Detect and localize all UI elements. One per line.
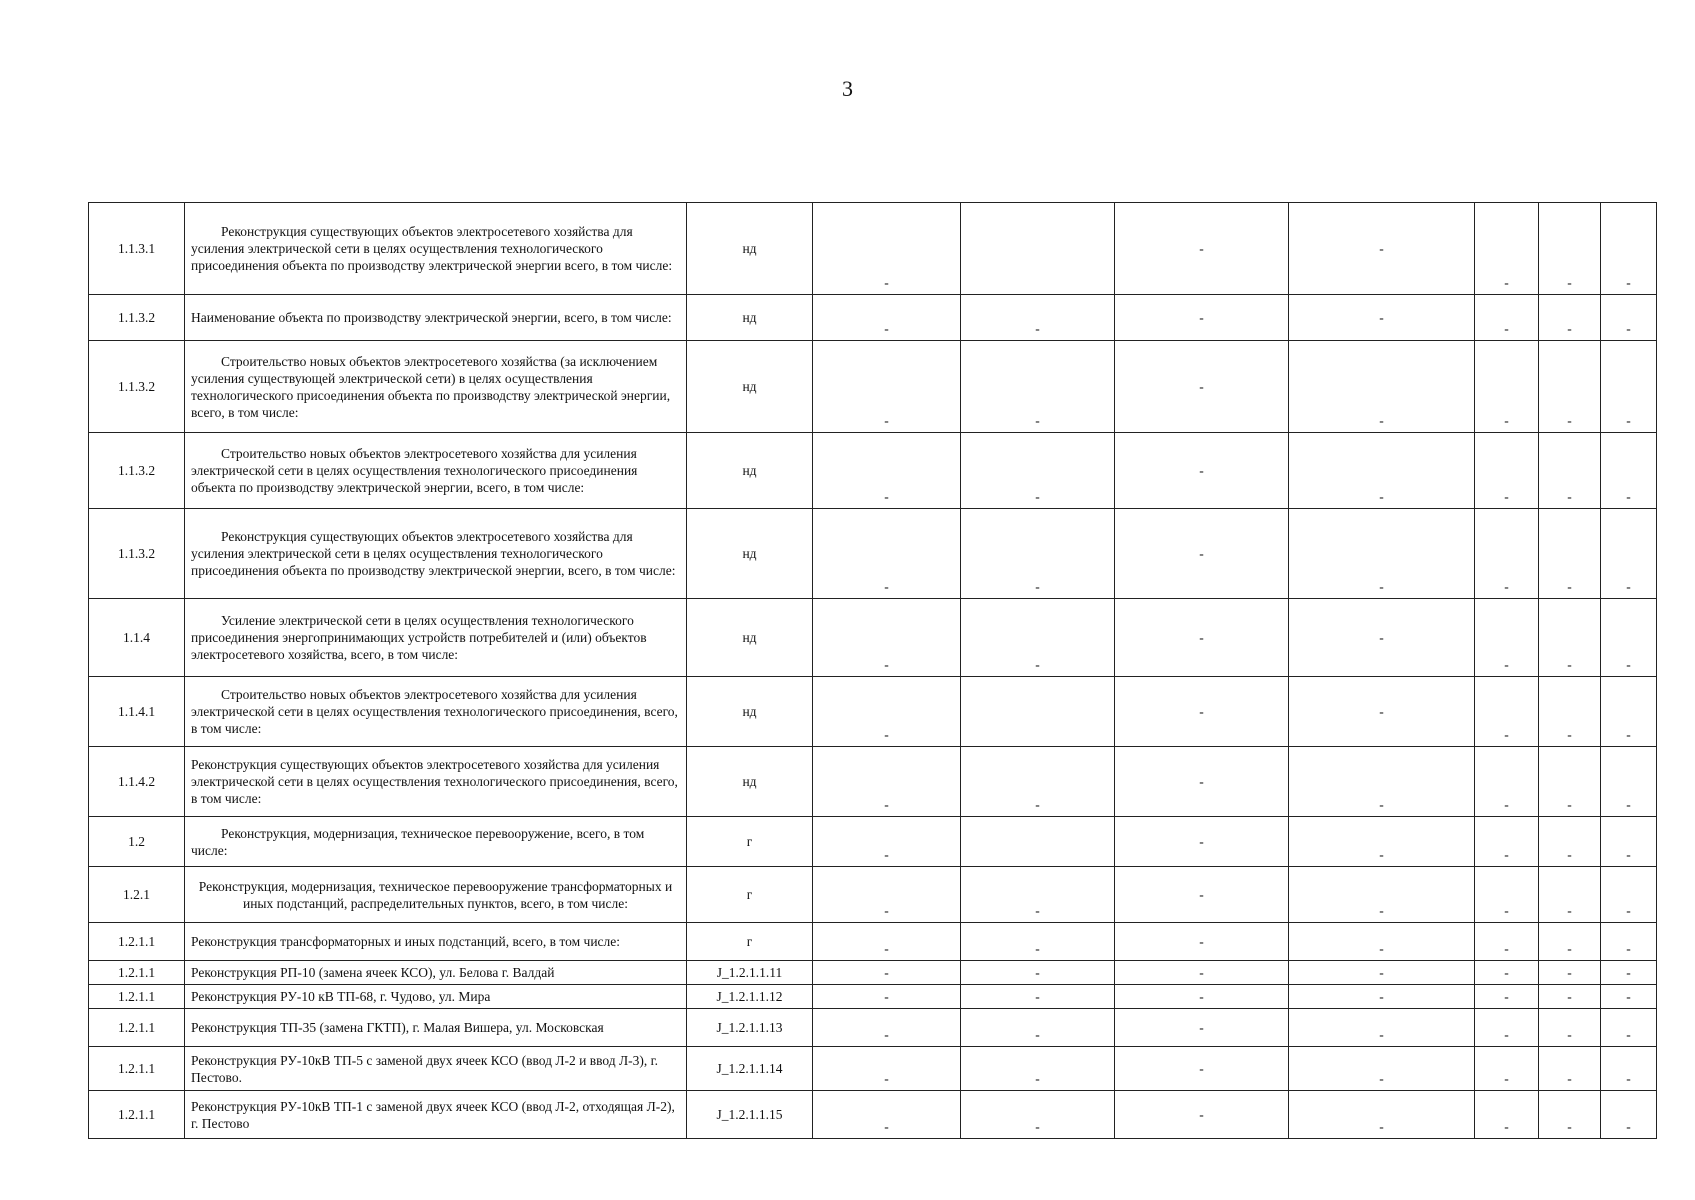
row-value-2: - [961,341,1115,433]
row-number: 1.2.1.1 [89,961,185,985]
row-value-1: - [813,599,961,677]
row-value-2: - [961,867,1115,923]
table-row [89,677,1657,747]
row-value-7: - [1601,1047,1657,1091]
table-row [89,1009,1657,1047]
row-value-4: - [1289,1091,1475,1139]
row-value-1: - [813,203,961,295]
row-value-6: - [1539,1047,1601,1091]
row-value-3: - [1115,1047,1289,1091]
row-value-7: - [1601,599,1657,677]
row-value-4: - [1289,867,1475,923]
row-value-1: - [813,817,961,867]
table-row [89,341,1657,433]
row-name: Реконструкция ТП-35 (замена ГКТП), г. Малая Вишера, ул. Московская [185,1009,687,1047]
row-number: 1.1.3.2 [89,509,185,599]
row-value-6: - [1539,295,1601,341]
row-value-7: - [1601,747,1657,817]
row-value-1: - [813,341,961,433]
row-value-1: - [813,867,961,923]
row-value-6: - [1539,985,1601,1009]
row-name: Строительство новых объектов электросетевого хозяйства (за исключением усиления существующей электрической сети) в целях осуществления технологического присоединения объекта по производству электрической энергии, всего, в том числе: [185,341,687,433]
row-value-5: - [1475,1009,1539,1047]
row-value-1: - [813,677,961,747]
row-value-2: - [961,1091,1115,1139]
row-value-6: - [1539,923,1601,961]
row-number: 1.1.4.1 [89,677,185,747]
row-value-4: - [1289,509,1475,599]
row-value-1: - [813,295,961,341]
row-value-6: - [1539,509,1601,599]
row-value-7: - [1601,677,1657,747]
row-value-5: - [1475,961,1539,985]
row-value-2: - [961,985,1115,1009]
row-value-3: - [1115,985,1289,1009]
row-value-2 [961,677,1115,747]
row-name: Реконструкция трансформаторных и иных подстанций, всего, в том числе: [185,923,687,961]
row-number: 1.1.4.2 [89,747,185,817]
row-value-4: - [1289,295,1475,341]
row-value-2: - [961,747,1115,817]
table-row [89,747,1657,817]
row-value-2 [961,203,1115,295]
row-value-5: - [1475,985,1539,1009]
row-value-7: - [1601,923,1657,961]
row-value-3: - [1115,295,1289,341]
row-value-7: - [1601,961,1657,985]
table-row [89,203,1657,295]
row-code: г [687,923,813,961]
row-code: нд [687,599,813,677]
row-value-6: - [1539,203,1601,295]
row-value-5: - [1475,433,1539,509]
row-name: Реконструкция, модернизация, техническое перевооружение трансформаторных и иных подстанций, распределительных пунктов, всего, в том числе: [185,867,687,923]
row-value-5: - [1475,1047,1539,1091]
row-value-2 [961,817,1115,867]
row-value-6: - [1539,747,1601,817]
row-name: Реконструкция РУ-10 кВ ТП-68, г. Чудово, ул. Мира [185,985,687,1009]
row-name: Реконструкция существующих объектов электросетевого хозяйства для усиления электрической сети в целях осуществления технологического присоединения, всего, в том числе: [185,747,687,817]
row-code: нд [687,433,813,509]
row-name: Реконструкция РУ-10кВ ТП-1 с заменой двух ячеек КСО (ввод Л-2, отходящая Л-2), г. Пестово [185,1091,687,1139]
row-value-4: - [1289,747,1475,817]
table-row [89,1091,1657,1139]
row-value-1: - [813,509,961,599]
row-number: 1.1.4 [89,599,185,677]
row-value-1: - [813,433,961,509]
row-name: Реконструкция, модернизация, техническое перевооружение, всего, в том числе: [185,817,687,867]
table-row [89,961,1657,985]
row-name: Усиление электрической сети в целях осуществления технологического присоединения энергопринимающих устройств потребителей и (или) объектов электросетевого хозяйства, всего, в том числе: [185,599,687,677]
row-value-5: - [1475,923,1539,961]
row-value-3: - [1115,1091,1289,1139]
row-code: г [687,867,813,923]
row-value-4: - [1289,1047,1475,1091]
row-value-6: - [1539,1091,1601,1139]
row-code: нд [687,295,813,341]
row-value-7: - [1601,867,1657,923]
row-value-3: - [1115,341,1289,433]
row-value-3: - [1115,923,1289,961]
row-value-7: - [1601,295,1657,341]
row-value-3: - [1115,599,1289,677]
row-name: Наименование объекта по производству электрической энергии, всего, в том числе: [185,295,687,341]
row-value-4: - [1289,599,1475,677]
row-value-6: - [1539,867,1601,923]
investment-program-table [88,202,1657,1139]
row-name: Строительство новых объектов электросетевого хозяйства для усиления электрической сети в целях осуществления технологического присоединения, всего, в том числе: [185,677,687,747]
row-value-3: - [1115,677,1289,747]
row-number: 1.2 [89,817,185,867]
row-code: J_1.2.1.1.11 [687,961,813,985]
row-value-4: - [1289,985,1475,1009]
row-value-5: - [1475,1091,1539,1139]
row-code: J_1.2.1.1.14 [687,1047,813,1091]
row-value-2: - [961,509,1115,599]
row-number: 1.1.3.2 [89,341,185,433]
row-number: 1.2.1.1 [89,985,185,1009]
row-value-2: - [961,599,1115,677]
row-value-2: - [961,961,1115,985]
row-number: 1.1.3.2 [89,295,185,341]
row-code: J_1.2.1.1.12 [687,985,813,1009]
table-row [89,923,1657,961]
table-row [89,509,1657,599]
row-value-7: - [1601,433,1657,509]
row-value-7: - [1601,1009,1657,1047]
table-row [89,867,1657,923]
row-value-3: - [1115,1009,1289,1047]
row-code: нд [687,341,813,433]
row-value-2: - [961,295,1115,341]
row-value-4: - [1289,433,1475,509]
row-value-2: - [961,433,1115,509]
row-number: 1.1.3.1 [89,203,185,295]
row-value-3: - [1115,203,1289,295]
table-row [89,985,1657,1009]
row-value-5: - [1475,677,1539,747]
row-value-3: - [1115,961,1289,985]
row-code: г [687,817,813,867]
row-value-4: - [1289,677,1475,747]
row-value-3: - [1115,433,1289,509]
row-value-5: - [1475,341,1539,433]
row-value-4: - [1289,341,1475,433]
row-number: 1.2.1 [89,867,185,923]
row-value-1: - [813,961,961,985]
row-name: Реконструкция существующих объектов электросетевого хозяйства для усиления электрической сети в целях осуществления технологического присоединения объекта по производству электрической энергии, всего, в том числе: [185,509,687,599]
row-value-6: - [1539,817,1601,867]
row-code: нд [687,747,813,817]
row-number: 1.2.1.1 [89,1009,185,1047]
row-value-4: - [1289,923,1475,961]
row-code: нд [687,677,813,747]
row-value-7: - [1601,817,1657,867]
row-value-2: - [961,1047,1115,1091]
row-number: 1.2.1.1 [89,1091,185,1139]
row-value-6: - [1539,961,1601,985]
row-number: 1.2.1.1 [89,923,185,961]
row-value-3: - [1115,747,1289,817]
row-value-1: - [813,1047,961,1091]
row-value-5: - [1475,867,1539,923]
row-value-3: - [1115,817,1289,867]
row-value-6: - [1539,677,1601,747]
row-value-6: - [1539,1009,1601,1047]
row-name: Реконструкция РУ-10кВ ТП-5 с заменой двух ячеек КСО (ввод Л-2 и ввод Л-3), г. Пестово. [185,1047,687,1091]
row-value-5: - [1475,295,1539,341]
table-row [89,1047,1657,1091]
row-number: 1.1.3.2 [89,433,185,509]
row-code: нд [687,203,813,295]
row-code: нд [687,509,813,599]
row-number: 1.2.1.1 [89,1047,185,1091]
row-value-1: - [813,1091,961,1139]
row-name: Реконструкция РП-10 (замена ячеек КСО), ул. Белова г. Валдай [185,961,687,985]
row-value-4: - [1289,203,1475,295]
row-value-2: - [961,923,1115,961]
row-value-2: - [961,1009,1115,1047]
row-value-7: - [1601,203,1657,295]
row-value-5: - [1475,747,1539,817]
row-value-7: - [1601,341,1657,433]
row-value-1: - [813,747,961,817]
row-value-1: - [813,985,961,1009]
row-value-5: - [1475,203,1539,295]
row-value-5: - [1475,817,1539,867]
row-value-5: - [1475,509,1539,599]
table-row [89,599,1657,677]
row-value-1: - [813,1009,961,1047]
row-name: Реконструкция существующих объектов электросетевого хозяйства для усиления электрической сети в целях осуществления технологического присоединения объекта по производству электрической энергии всего, в том числе: [185,203,687,295]
row-value-7: - [1601,1091,1657,1139]
row-value-3: - [1115,509,1289,599]
row-value-7: - [1601,985,1657,1009]
row-code: J_1.2.1.1.15 [687,1091,813,1139]
row-value-3: - [1115,867,1289,923]
row-value-6: - [1539,433,1601,509]
row-code: J_1.2.1.1.13 [687,1009,813,1047]
row-value-7: - [1601,509,1657,599]
row-value-6: - [1539,599,1601,677]
row-value-5: - [1475,599,1539,677]
page-number: 3 [842,76,853,101]
table-row [89,433,1657,509]
table-body [89,203,1657,1139]
table-row [89,817,1657,867]
row-name: Строительство новых объектов электросетевого хозяйства для усиления электрической сети в целях осуществления технологического присоединения объекта по производству электрической энергии, всего, в том числе: [185,433,687,509]
table-row [89,295,1657,341]
row-value-1: - [813,923,961,961]
row-value-4: - [1289,817,1475,867]
row-value-4: - [1289,961,1475,985]
row-value-6: - [1539,341,1601,433]
row-value-4: - [1289,1009,1475,1047]
